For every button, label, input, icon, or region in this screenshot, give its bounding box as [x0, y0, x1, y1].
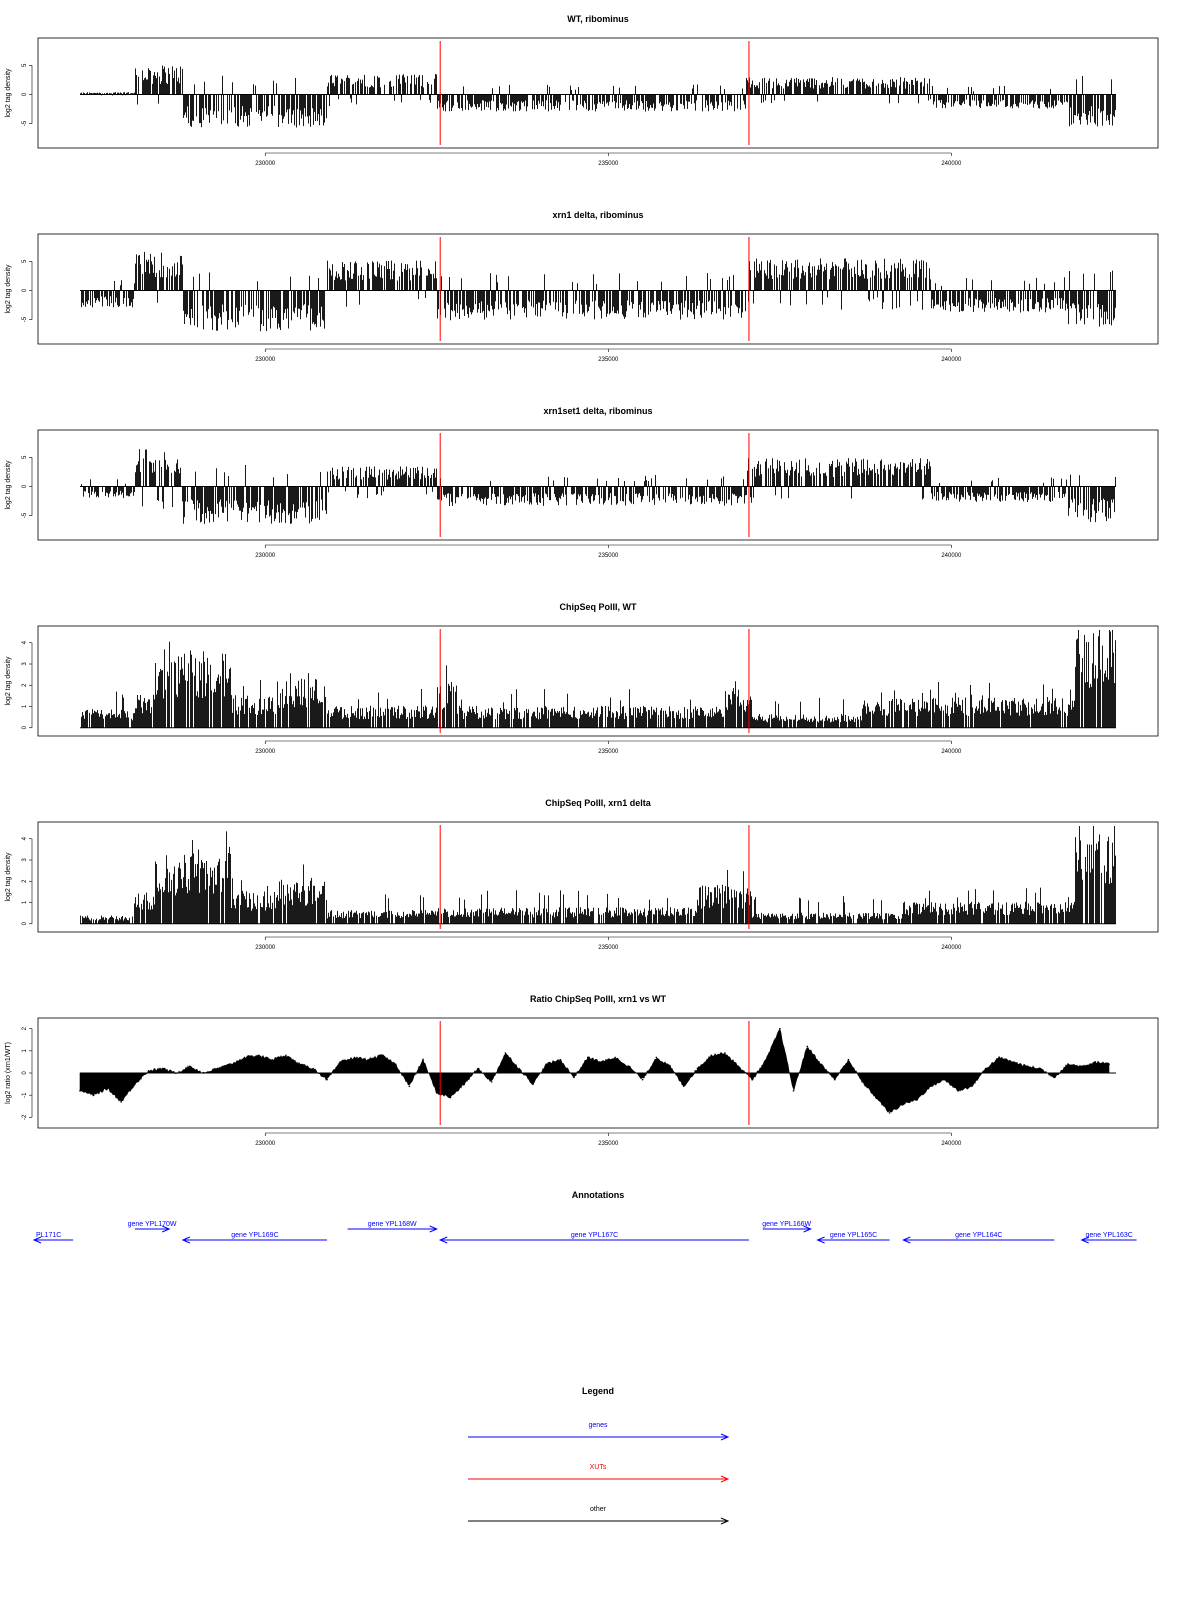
data-point [1053, 1077, 1055, 1079]
data-point [738, 1066, 740, 1068]
x-tick-label: 235000 [598, 553, 619, 559]
y-tick-label: 0 [22, 1071, 28, 1075]
y-axis-label: log2 tag density [5, 460, 12, 510]
data-point [505, 1052, 507, 1054]
y-axis-label: log2 tag density [5, 264, 12, 314]
x-tick-label: 235000 [598, 161, 619, 167]
y-tick-label: 1 [22, 704, 28, 709]
y-tick-label: -1 [22, 1092, 28, 1098]
x-tick-label: 230000 [255, 357, 276, 363]
x-tick-label: 240000 [941, 749, 962, 755]
data-point [326, 1079, 328, 1081]
data-point [463, 1083, 465, 1085]
data-point [120, 1101, 122, 1103]
gene-label: gene YPL167C [570, 1232, 619, 1239]
gene-label: gene YPL164C [955, 1232, 1003, 1239]
data-point [1040, 1068, 1042, 1070]
y-tick-label: 0 [22, 922, 28, 926]
legend-title: Legend [581, 1386, 615, 1396]
data-point [614, 1057, 616, 1059]
y-tick-label: 3 [22, 858, 28, 862]
legend-label: XUTs [589, 1464, 607, 1471]
x-tick-label: 235000 [598, 1141, 619, 1147]
y-axis-label: log2 tag density [5, 68, 12, 118]
annotations-title: Annotations [571, 1190, 625, 1200]
y-tick-label: 4 [22, 837, 28, 841]
data-point [985, 1068, 987, 1070]
data-point [1012, 1061, 1014, 1063]
data-point [216, 1068, 218, 1070]
data-point [642, 1079, 644, 1081]
y-tick-label: -5 [22, 316, 28, 323]
data-point [162, 1068, 164, 1070]
legend-entry [468, 1464, 728, 1482]
legend-entry [468, 1506, 728, 1524]
data-point [752, 1079, 754, 1081]
gene-label: gene YPL168W [367, 1221, 417, 1228]
plot-frame [38, 234, 1158, 344]
gene-label: gene YPL165C [829, 1232, 878, 1239]
data-point [683, 1086, 685, 1088]
data-point [230, 1063, 232, 1065]
y-tick-label: 0 [22, 484, 28, 489]
panel-2 [5, 210, 1158, 363]
y-tick-label: -5 [22, 120, 28, 127]
plot-frame [38, 822, 1158, 932]
panel-title: xrn1set1 delta, ribominus [543, 406, 653, 416]
data-point [285, 1054, 287, 1056]
panel-3 [5, 406, 1158, 559]
annotations-panel [34, 1190, 1137, 1243]
data-point [312, 1068, 314, 1070]
gene-label: gene YPL166W [762, 1221, 812, 1228]
gene-annotation [903, 1232, 1054, 1243]
gene-annotation [818, 1232, 890, 1243]
data-point [409, 1086, 411, 1088]
x-tick-label: 240000 [941, 945, 962, 951]
data-point [848, 1059, 850, 1061]
data-point [697, 1068, 699, 1070]
gene-label: gene YPL170W [127, 1221, 177, 1228]
data-point [1081, 1066, 1083, 1068]
gene-label: gene YPL169C [231, 1232, 279, 1239]
panel-4 [5, 602, 1158, 755]
plot-frame [38, 626, 1158, 736]
panel-title: xrn1 delta, ribominus [552, 210, 644, 220]
y-tick-label: 2 [22, 1026, 28, 1031]
x-tick-label: 230000 [255, 945, 276, 951]
gene-annotation [128, 1221, 177, 1232]
data-point [532, 1083, 534, 1085]
data-point [450, 1097, 452, 1099]
data-bars [81, 826, 1116, 924]
x-tick-label: 240000 [941, 161, 962, 167]
data-point [834, 1079, 836, 1081]
y-tick-label: 5 [22, 63, 28, 67]
data-point [999, 1057, 1001, 1059]
y-tick-label: 2 [22, 879, 28, 883]
y-tick-label: 2 [22, 683, 28, 687]
data-point [765, 1059, 767, 1061]
y-tick-label: 0 [22, 288, 28, 293]
data-point [875, 1097, 877, 1099]
data-point [148, 1070, 150, 1072]
data-point [889, 1112, 891, 1114]
data-point [271, 1059, 273, 1061]
y-tick-label: 3 [22, 662, 28, 666]
data-bars [82, 252, 1116, 331]
data-point [656, 1057, 658, 1059]
legend-entry [468, 1422, 728, 1440]
y-tick-label: 5 [22, 259, 28, 263]
data-point [134, 1083, 136, 1085]
x-tick-label: 230000 [255, 1141, 276, 1147]
data-point [806, 1046, 808, 1048]
y-tick-label: 1 [22, 900, 28, 905]
gene-annotation [762, 1221, 811, 1232]
x-tick-label: 230000 [255, 161, 276, 167]
x-tick-label: 235000 [598, 357, 619, 363]
data-point [916, 1099, 918, 1101]
data-point [930, 1086, 932, 1088]
panel-1 [5, 14, 1158, 167]
y-tick-label: -5 [22, 512, 28, 519]
gene-annotation [1082, 1232, 1137, 1243]
data-point [1108, 1063, 1110, 1065]
x-tick-label: 230000 [255, 749, 276, 755]
gene-label: gene YPL163C [1085, 1232, 1133, 1239]
y-tick-label: 0 [22, 92, 28, 97]
y-tick-label: 1 [22, 1049, 28, 1053]
data-point [1026, 1066, 1028, 1068]
plot-frame [38, 430, 1158, 540]
data-point [367, 1059, 369, 1061]
data-point [395, 1063, 397, 1065]
x-tick-label: 235000 [598, 945, 619, 951]
data-point [258, 1054, 260, 1056]
data-point [340, 1061, 342, 1063]
data-point [491, 1081, 493, 1083]
data-point [79, 1090, 81, 1092]
x-tick-label: 230000 [255, 553, 276, 559]
data-point [381, 1054, 383, 1056]
y-tick-label: 0 [22, 726, 28, 730]
y-tick-label: 4 [22, 641, 28, 645]
data-point [244, 1057, 246, 1059]
ratio-area [80, 1029, 1109, 1112]
gene-annotation [183, 1232, 327, 1243]
data-point [436, 1092, 438, 1094]
panel-5 [5, 798, 1158, 951]
data-point [793, 1090, 795, 1092]
data-point [559, 1059, 561, 1061]
y-axis-label: log2 tag density [5, 852, 12, 902]
legend-label: other [590, 1506, 606, 1513]
panel-title: ChipSeq PolII, WT [559, 602, 637, 612]
x-tick-label: 240000 [941, 553, 962, 559]
x-tick-label: 240000 [941, 1141, 962, 1147]
data-point [1095, 1061, 1097, 1063]
x-tick-label: 240000 [941, 357, 962, 363]
data-point [518, 1068, 520, 1070]
gene-annotation [348, 1221, 437, 1232]
data-point [189, 1066, 191, 1068]
data-bars [81, 65, 1116, 127]
gene-annotation [34, 1232, 73, 1243]
data-point [1067, 1063, 1069, 1065]
panel-6 [5, 994, 1158, 1147]
data-point [587, 1057, 589, 1059]
legend-panel [468, 1386, 728, 1524]
y-axis-label: log2 tag density [5, 656, 12, 706]
data-bars [82, 630, 1116, 728]
data-point [779, 1028, 781, 1030]
panel-title: ChipSeq PolII, xrn1 delta [545, 798, 651, 808]
data-point [710, 1054, 712, 1056]
x-tick-label: 235000 [598, 749, 619, 755]
panel-title: Ratio ChipSeq PolII, xrn1 vs WT [529, 994, 667, 1004]
panel-title: WT, ribominus [567, 14, 629, 24]
y-tick-label: -2 [22, 1114, 28, 1121]
data-point [601, 1061, 603, 1063]
data-point [477, 1068, 479, 1070]
data-point [299, 1063, 301, 1065]
gene-label: PL171C [36, 1232, 62, 1239]
data-point [422, 1059, 424, 1061]
y-tick-label: 5 [22, 455, 28, 459]
data-point [944, 1079, 946, 1081]
data-point [724, 1052, 726, 1054]
data-point [546, 1063, 548, 1065]
data-point [93, 1094, 95, 1096]
data-point [957, 1090, 959, 1092]
data-point [971, 1086, 973, 1088]
data-point [628, 1066, 630, 1068]
data-point [903, 1103, 905, 1105]
data-point [669, 1066, 671, 1068]
y-axis-label: log2 ratio (xrn1/WT) [5, 1042, 12, 1104]
data-point [861, 1081, 863, 1083]
legend-label: genes [588, 1422, 608, 1429]
gene-annotation [440, 1232, 749, 1243]
data-point [107, 1088, 109, 1090]
data-point [354, 1057, 356, 1059]
data-point [820, 1063, 822, 1065]
data-point [573, 1077, 575, 1079]
plot-frame [38, 38, 1158, 148]
